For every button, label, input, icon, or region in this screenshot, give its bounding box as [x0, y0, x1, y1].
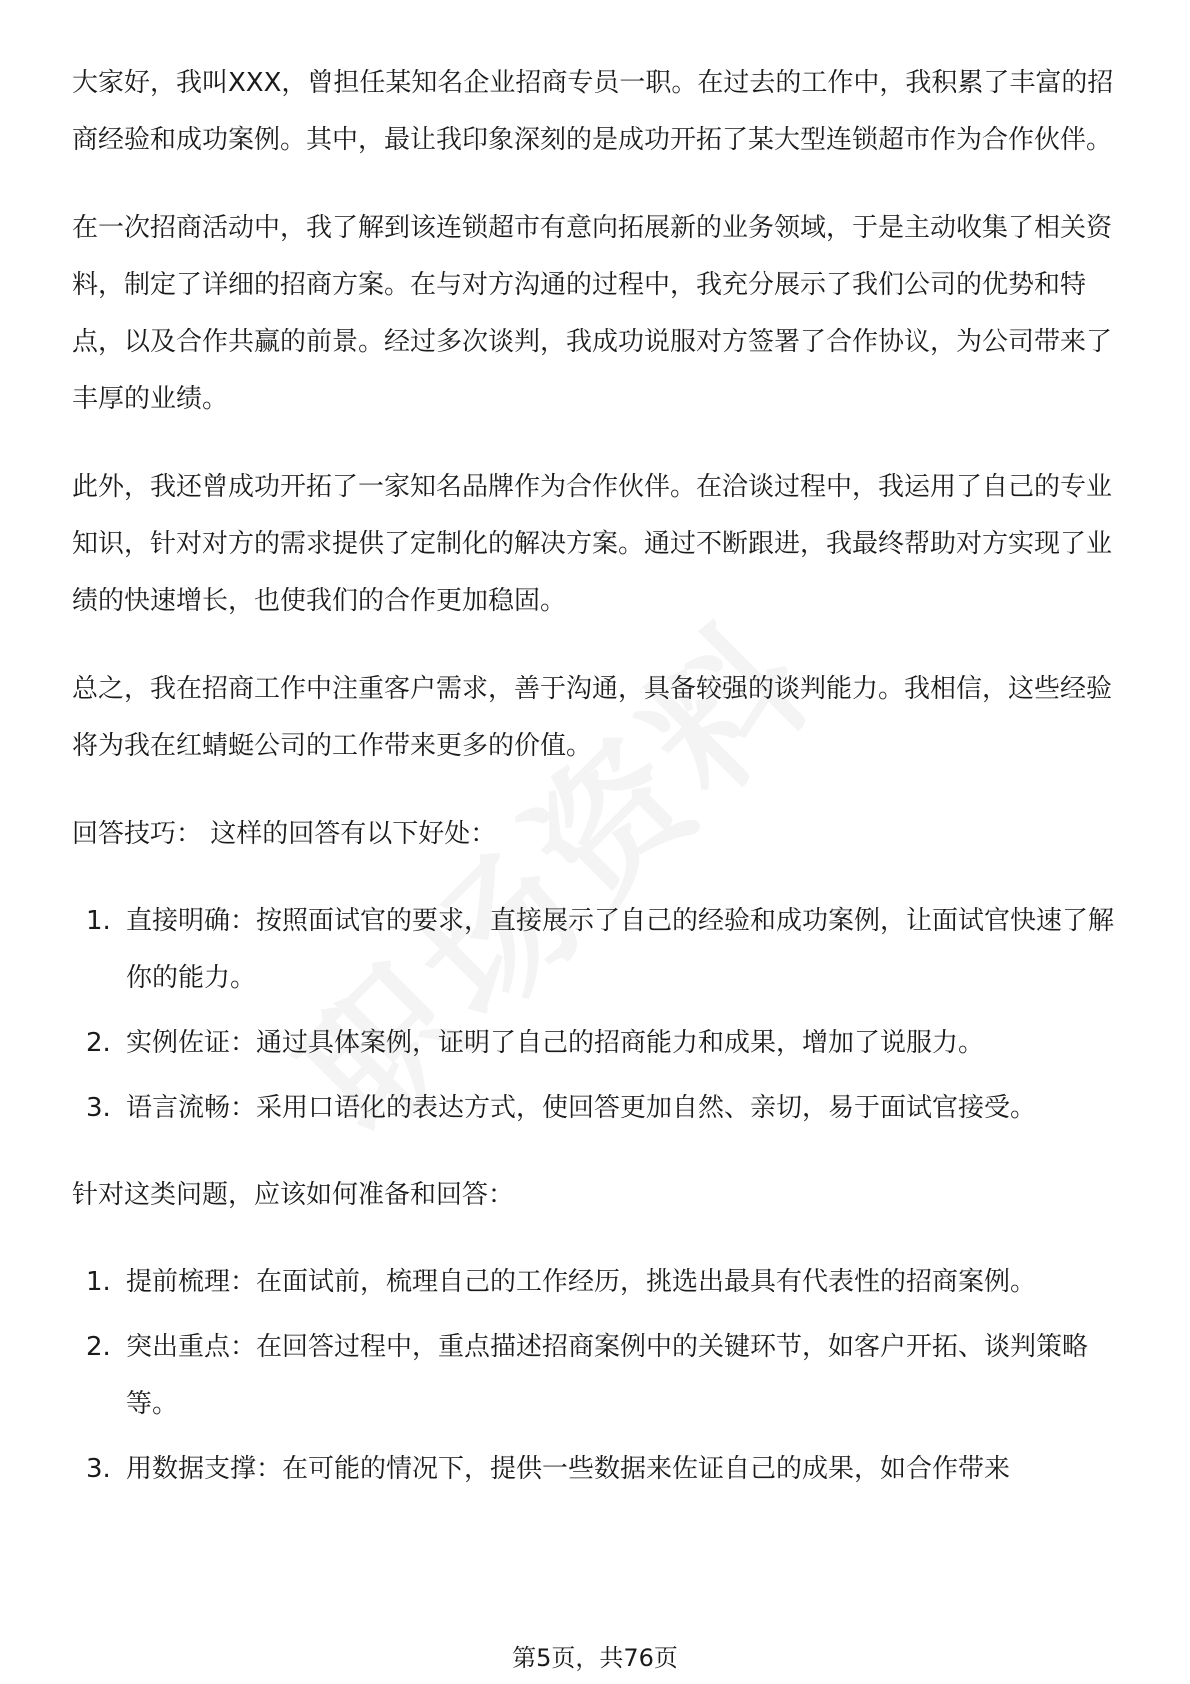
- paragraph-intro: 大家好，我叫XXX，曾担任某知名企业招商专员一职。在过去的工作中，我积累了丰富的招商经验和成功案例。其中，最让我印象深刻的是成功开拓了某大型连锁超市作为合作伙伴。: [72, 68, 1114, 155]
- list-number: 3.: [86, 1093, 111, 1123]
- list-item-text: 突出重点：在回答过程中，重点描述招商案例中的关键环节，如客户开拓、谈判策略等。: [126, 1332, 1089, 1419]
- prep-list: [72, 1254, 1122, 1498]
- list-item-text: 语言流畅：采用口语化的表达方式，使回答更加自然、亲切，易于面试官接受。: [126, 1093, 1037, 1123]
- list-item-text: 实例佐证：通过具体案例，证明了自己的招商能力和成果，增加了说服力。: [126, 1028, 985, 1058]
- paragraph-summary: 总之，我在招商工作中注重客户需求，善于沟通，具备较强的谈判能力。我相信，这些经验将为我在红蜻蜓公司的工作带来更多的价值。: [72, 674, 1113, 761]
- list-number: 2.: [86, 1332, 111, 1362]
- list-item: [72, 1080, 1122, 1137]
- list-item-text: 直接明确：按照面试官的要求，直接展示了自己的经验和成功案例，让面试官快速了解你的能力。: [126, 906, 1115, 993]
- list-item-text: 提前梳理：在面试前，梳理自己的工作经历，挑选出最具有代表性的招商案例。: [126, 1267, 1037, 1297]
- tips-list: [72, 893, 1122, 1137]
- list-number: 1.: [86, 1267, 111, 1297]
- list-item: [72, 1254, 1122, 1311]
- paragraph-case-two: 此外，我还曾成功开拓了一家知名品牌作为合作伙伴。在洽谈过程中，我运用了自己的专业知识，针对对方的需求提供了定制化的解决方案。通过不断跟进，我最终帮助对方实现了业绩的快速增长，也使我们的合作更加稳固。: [72, 472, 1113, 616]
- page-footer: 第5页，共76页: [512, 1644, 678, 1672]
- document-body: [72, 55, 1122, 1528]
- paragraph-case-one: 在一次招商活动中，我了解到该连锁超市有意向拓展新的业务领域，于是主动收集了相关资料，制定了详细的招商方案。在与对方沟通的过程中，我充分展示了我们公司的优势和特点，以及合作共赢的前景。经过多次谈判，我成功说服对方签署了合作协议，为公司带来了丰厚的业绩。: [72, 213, 1113, 414]
- list-item: [72, 1015, 1122, 1072]
- list-item: [72, 1319, 1122, 1433]
- list-number: 1.: [86, 906, 111, 936]
- list-item: [72, 893, 1122, 1007]
- list-item-text: 用数据支撑：在可能的情况下，提供一些数据来佐证自己的成果，如合作带来: [126, 1454, 1011, 1484]
- list-number: 3.: [86, 1454, 111, 1484]
- list-number: 2.: [86, 1028, 111, 1058]
- list-item: [72, 1441, 1122, 1498]
- prep-label: 针对这类问题，应该如何准备和回答：: [72, 1180, 515, 1210]
- tips-label: 回答技巧： 这样的回答有以下好处：: [72, 819, 497, 849]
